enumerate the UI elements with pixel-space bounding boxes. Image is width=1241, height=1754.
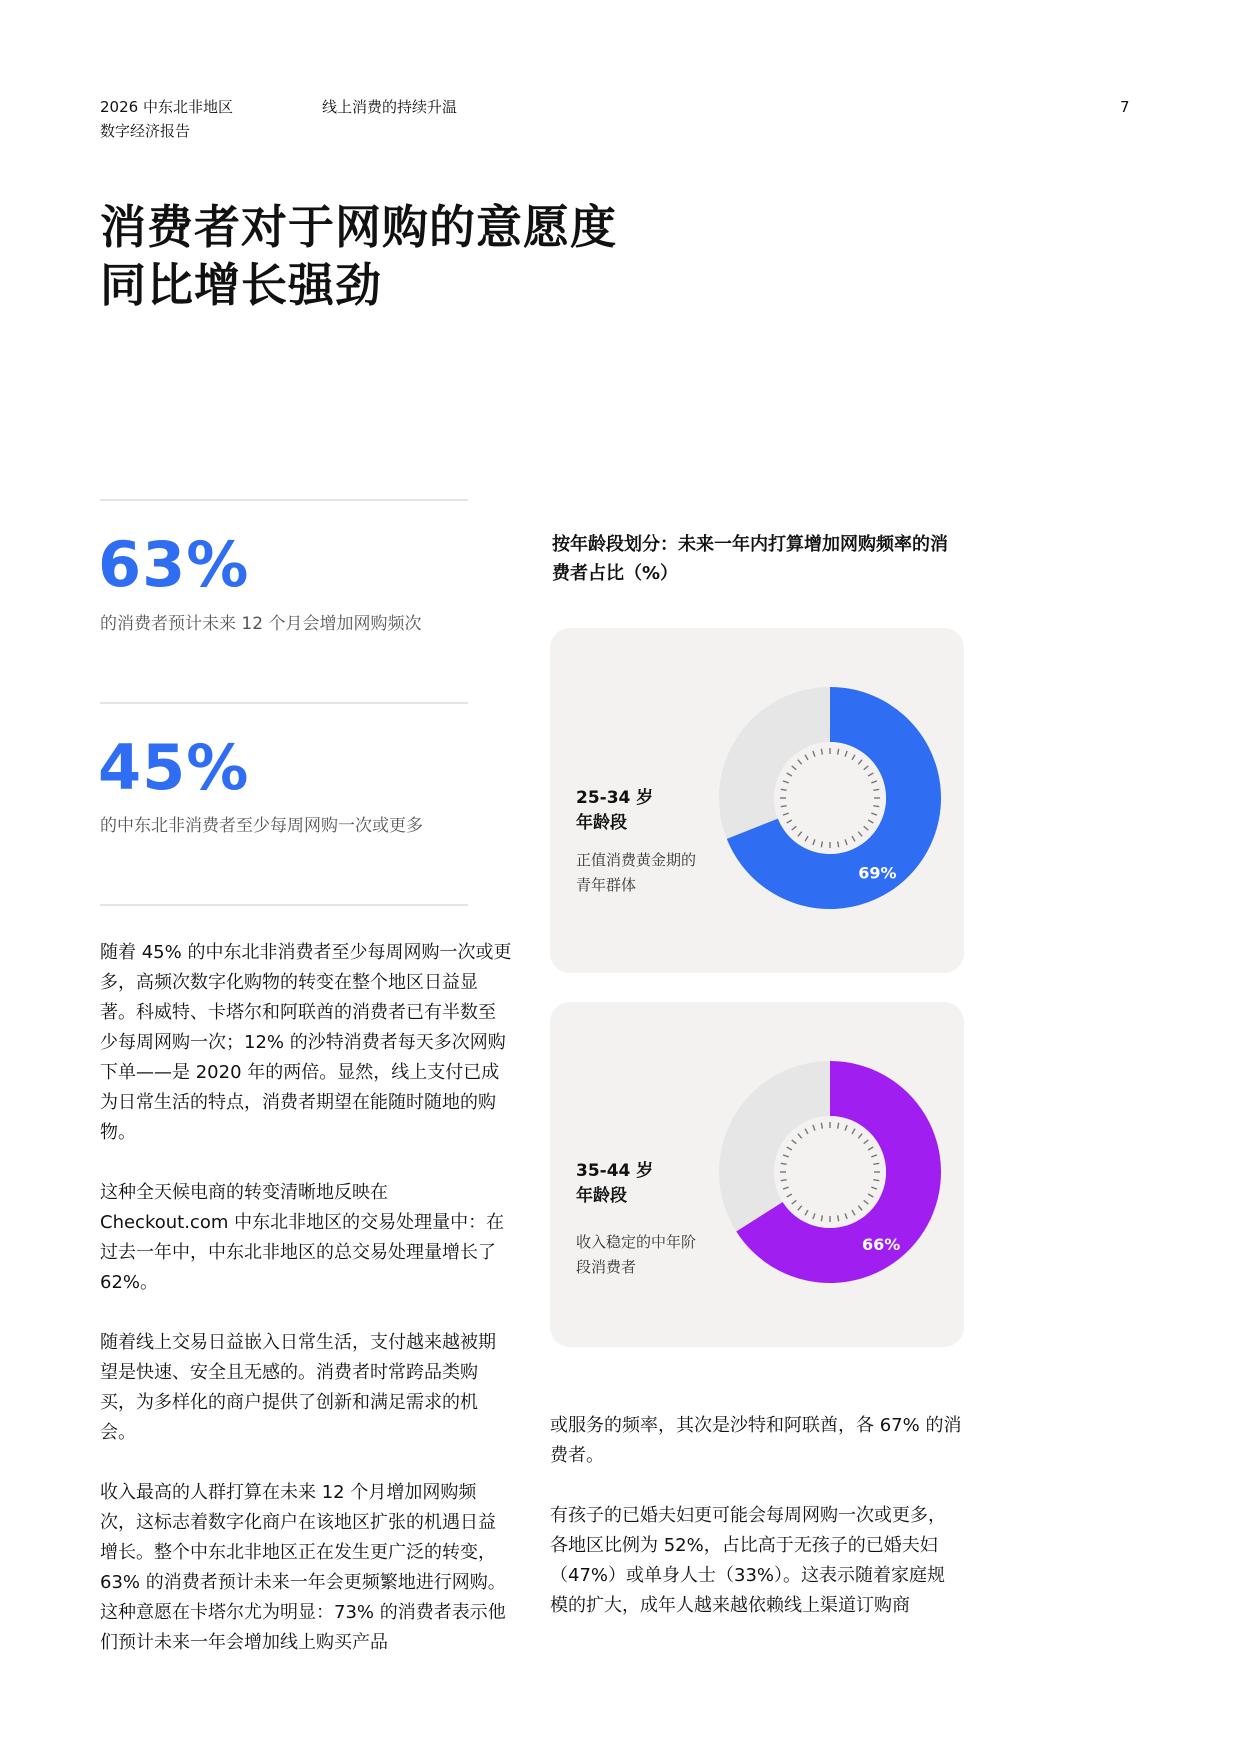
divider	[100, 499, 468, 501]
age-subtitle: 正值消费黄金期的青年群体	[576, 851, 697, 894]
donut-hole	[774, 1116, 886, 1228]
stat-desc-2: 的中东北非消费者至少每周网购一次或更多	[100, 816, 423, 836]
page-number: 7	[1120, 98, 1130, 116]
age-subtitle: 收入稳定的中年阶段消费者	[576, 1233, 697, 1276]
body-left	[100, 938, 512, 1688]
report-name	[100, 95, 233, 143]
age-range: 35-44 岁	[576, 1161, 654, 1181]
age-suffix: 年龄段	[576, 813, 627, 833]
divider	[100, 904, 468, 906]
paragraph: 随着线上交易日益嵌入日常生活，支付越来越被期望是快速、安全且无感的。消费者时常跨品类购买，为多样化的商户提供了创新和满足需求的机会。	[100, 1332, 496, 1443]
section-name: 线上消费的持续升温	[322, 98, 458, 116]
age-suffix: 年龄段	[576, 1186, 627, 1206]
donut-chart	[700, 1012, 960, 1332]
paragraph: 收入最高的人群打算在未来 12 个月增加网购频次，这标志着数字化商户在该地区扩张的机遇日益增长。整个中东北非地区正在发生更广泛的转变，63% 的消费者预计未来一年会更频繁地进行网购。这种意愿在卡塔尔尤为明显：73% 的消费者表示他们预计未来一年会增加线上购买产品	[100, 1482, 506, 1653]
paragraph: 有孩子的已婚夫妇更可能会每周网购一次或更多，各地区比例为 52%，占比高于无孩子的已婚夫妇（47%）或单身人士（33%）。这表示随着家庭规模的扩大，成年人越来越依赖线上渠道订购商	[550, 1505, 946, 1616]
page-title	[100, 198, 617, 314]
report-name-line1: 2026 中东北非地区	[100, 98, 233, 116]
donut-value-label: 69%	[858, 863, 897, 883]
age-label	[576, 786, 653, 836]
body-right	[550, 1411, 962, 1651]
report-name-line2: 数字经济报告	[100, 122, 191, 140]
stat-desc-1: 的消费者预计未来 12 个月会增加网购频次	[100, 614, 422, 634]
stat-value-1: 63%	[98, 528, 250, 601]
page-title-line2: 同比增长强劲	[100, 258, 382, 312]
paragraph: 或服务的频率，其次是沙特和阿联酋，各 67% 的消费者。	[550, 1415, 962, 1466]
divider	[100, 702, 468, 704]
donut-value-label: 66%	[861, 1234, 901, 1254]
age-label	[576, 1159, 653, 1209]
donut-card-25-34	[550, 628, 964, 973]
age-range: 25-34 岁	[576, 788, 654, 808]
page-title-line1: 消费者对于网购的意愿度	[100, 200, 617, 254]
donut-card-35-44	[550, 1002, 964, 1347]
paragraph: 随着 45% 的中东北非消费者至少每周网购一次或更多，高频次数字化购物的转变在整个地区日益显著。科威特、卡塔尔和阿联酋的消费者已有半数至少每周网购一次；12% 的沙特消费者每天多次网购下单——是 2020 年的两倍。显然，线上支付已成为日常生活的特点，消费者期望在能随时随地的购物。	[100, 942, 512, 1143]
stat-value-2: 45%	[98, 731, 250, 804]
donut-hole	[774, 742, 886, 854]
paragraph: 这种全天候电商的转变清晰地反映在 Checkout.com 中东北非地区的交易处理量中：在过去一年中，中东北非地区的总交易处理量增长了 62%。	[100, 1182, 505, 1293]
donut-chart	[700, 638, 960, 958]
chart-title: 按年龄段划分：未来一年内打算增加网购频率的消费者占比（%）	[552, 534, 948, 584]
